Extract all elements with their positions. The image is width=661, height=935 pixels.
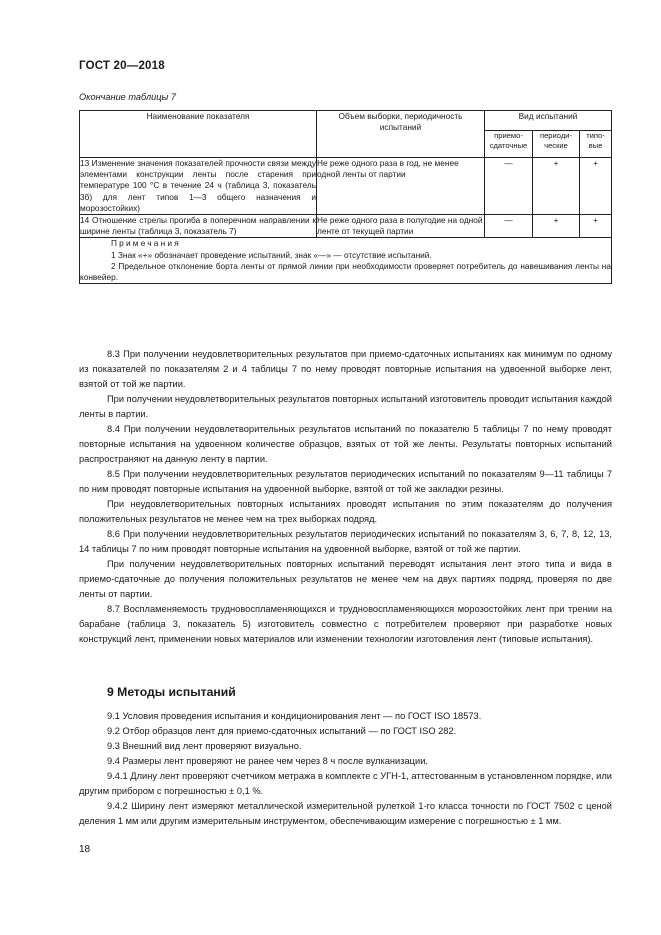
paragraph: 9.1 Условия проведения испытания и кондиционирования лент — по ГОСТ ISO 18573.: [107, 711, 482, 721]
row-mark: +: [533, 215, 580, 238]
notes-title: Примечания: [111, 238, 181, 249]
note-item: 1 Знак «+» обозначает проведение испытаний, знак «—» — отсутствие испытаний.: [111, 249, 432, 260]
row-indicator: 14 Отношение стрелы прогиба в поперечном направлении к ширине ленты (таблица 3, показатель 7): [80, 215, 316, 237]
column-header-acceptance: приемо-сдаточные: [485, 131, 533, 158]
column-header-volume: Объем выборки, периодичность испытаний: [317, 111, 485, 158]
paragraph: 9.3 Внешний вид лент проверяют визуально.: [107, 741, 302, 751]
paragraph: При неудовлетворительных повторных испытаниях проводят испытания по этим показателям до получения положительных результатов не менее чем на трех выборках подряд.: [79, 499, 612, 524]
row-mark: +: [580, 215, 612, 238]
paragraph: 8.6 При получении неудовлетворительных результатов периодических испытаний по показателям 3, 6, 7, 8, 12, 13, 14 таблицы 7 по ним проводят повторные испытания на удвоенной выборке, взятой от той же партии.: [79, 529, 612, 554]
section-9-text: [79, 709, 612, 829]
row-mark: +: [533, 158, 580, 215]
paragraph: 9.4.1 Длину лент проверяют счетчиком метража в комплекте с УГН-1, аттестованным в установленном порядке, или другим прибором с погрешностью ± 0,1 %.: [79, 771, 612, 796]
page-number: 18: [79, 844, 91, 855]
note-item: 2 Предельное отклонение борта ленты от прямой линии при необходимости проверяет потребитель до навешивания ленты на конвейер.: [80, 260, 611, 283]
row-mark: +: [580, 158, 612, 215]
row-indicator: 13 Изменение значения показателей прочности связи между элементами конструкции ленты после старения при температуре 100 °С в течение 24 ч (таблица 3, показатель 3б) для лент типов 1—3 общего назначения и морозостойких): [80, 158, 316, 213]
paragraph: 8.5 При получении неудовлетворительных результатов периодических испытаний по показателям 9—11 таблицы 7 по ним проводят повторные испытания на удвоенной выборке, взятой от той же закладки резины.: [79, 469, 612, 494]
table-row: [80, 158, 612, 215]
table-notes-row: [80, 238, 612, 284]
document-code: ГОСТ 20—2018: [79, 60, 165, 72]
paragraph: 8.7 Воспламеняемость трудновоспламеняющихся и трудновоспламеняющихся морозостойких лент при трении на барабане (таблица 3, показатель 5) изготовитель совместно с потребителем проверяют при разработке новых конструкций лент, применении новых материалов или изменении технологии изготовления лент (типовые испытания).: [79, 604, 612, 644]
table-row: [80, 215, 612, 238]
section-heading: 9 Методы испытаний: [107, 685, 236, 699]
table-caption: Окончание таблицы 7: [79, 92, 176, 102]
paragraph: 8.3 При получении неудовлетворительных результатов при приемо-сдаточных испытаниях как минимум по одному из показателей по показателям 2 и 4 таблицы 7 по нему проводят повторные испытания на удвоенной выборке лент, взятой от той же партии.: [79, 349, 612, 389]
table-notes: [80, 238, 612, 284]
paragraph: 9.4 Размеры лент проверяют не ранее чем через 8 ч после вулканизации.: [107, 756, 428, 766]
paragraph: 9.2 Отбор образцов лент для приемо-сдаточных испытаний — по ГОСТ ISO 282.: [107, 726, 457, 736]
row-volume: Не реже одного раза в год, не менее одной ленты от партии: [317, 158, 485, 215]
row-mark: —: [485, 215, 533, 238]
paragraph: При получении неудовлетворительных повторных испытаний переводят испытания лент этого типа и вида в приемо-сдаточные до получения положительных результатов не менее чем на двух партиях подряд, проверяя по две ленты от партии.: [79, 559, 612, 599]
paragraph: При получении неудовлетворительных результатов повторных испытаний изготовитель проводит испытания каждой ленты в партии.: [79, 394, 612, 419]
table-7: [79, 110, 612, 284]
column-header-kind: Вид испытаний: [485, 111, 612, 131]
row-volume: Не реже одного раза в полугодие на одной ленте от текущей партии: [317, 215, 483, 237]
column-header-type: типо-вые: [580, 131, 612, 158]
column-header-periodic: периоди-ческие: [533, 131, 580, 158]
section-8-text: [79, 347, 612, 647]
row-mark: —: [485, 158, 533, 215]
paragraph: 8.4 При получении неудовлетворительных результатов испытаний по показателю 5 таблицы 7 по нему проводят повторные испытания на удвоенном количестве образцов, взятых от той же ленты. Результаты повторных испытаний распространяют на данную ленту в партии.: [79, 424, 612, 464]
paragraph: 9.4.2 Ширину лент измеряют металлической измерительной рулеткой 1-го класса точности по ГОСТ 7502 с ценой деления 1 мм или другим измерительным инструментом, обеспечивающим измерение с погрешностью ± 1 мм.: [79, 801, 612, 826]
column-header-name: Наименование показателя: [80, 111, 317, 158]
